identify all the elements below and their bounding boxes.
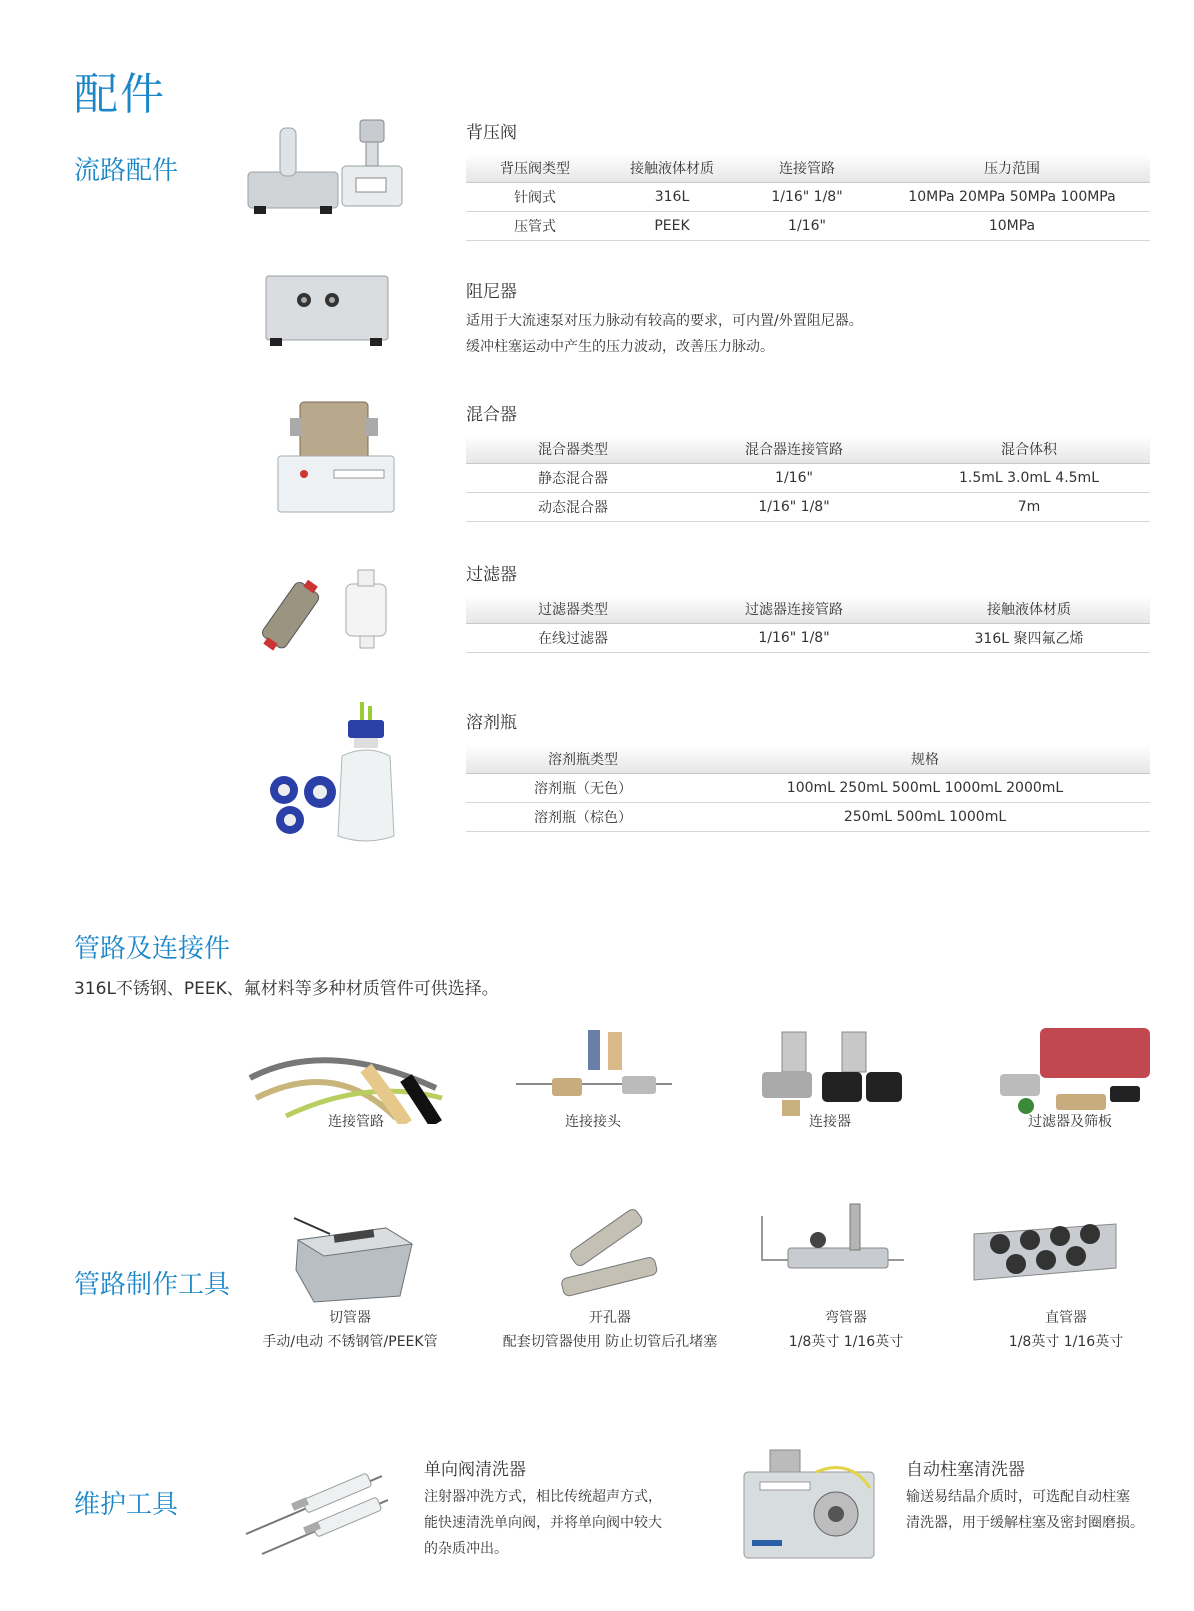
item-label-fittings: 连接接头 [565,1114,621,1130]
table-cell: 1.5mL 3.0mL 4.5mL [908,464,1150,493]
desc-line: 的杂质冲出。 [424,1541,508,1557]
table-cell: 100mL 250mL 500mL 1000mL 2000mL [700,774,1150,803]
mixer-table [466,435,1150,522]
tool-label: 切管器 [329,1310,371,1326]
item-label-tubing: 连接管路 [328,1114,384,1130]
table-row [466,803,1150,832]
table-cell: 10MPa [874,212,1150,241]
column-header: 接触液体材质 [908,595,1150,624]
desc-line: 清洗器，用于缓解柱塞及密封圈磨损。 [906,1515,1144,1531]
column-header: 压力范围 [874,154,1150,183]
back-pressure-table [466,154,1150,241]
filter-table [466,595,1150,653]
column-header: 背压阀类型 [466,154,604,183]
table-header-row [466,745,1150,774]
check-valve-washer-title: 单向阀清洗器 [424,1460,526,1480]
table-header-row [466,595,1150,624]
plunger-washer-image [740,1448,880,1564]
item-label-connectors: 连接器 [809,1114,851,1130]
pipes-description: 316L不锈钢、PEEK、氟材料等多种材质管件可供选择。 [74,979,499,999]
tube-cutter-image [290,1210,420,1306]
table-row [466,464,1150,493]
table-cell: 1/16" [740,212,874,241]
tool-label: 直管器 [1045,1310,1087,1326]
column-header: 连接管路 [740,154,874,183]
column-header: 接触液体材质 [604,154,740,183]
table-cell: 7m [908,493,1150,522]
table-row [466,183,1150,212]
column-header: 混合体积 [908,435,1150,464]
filter-title: 过滤器 [466,565,517,585]
tool-label: 开孔器 [589,1310,631,1326]
table-cell: 针阀式 [466,183,604,212]
table-cell: 10MPa 20MPa 50MPa 100MPa [874,183,1150,212]
bottle-title: 溶剂瓶 [466,713,517,733]
tool-note: 配套切管器使用 防止切管后孔堵塞 [502,1334,718,1350]
tool-note: 手动/电动 不锈钢管/PEEK管 [262,1334,438,1350]
connectors-image [752,1022,912,1122]
column-header: 过滤器类型 [466,595,680,624]
section-title-maintenance: 维护工具 [74,1490,179,1520]
tube-bender-image [758,1200,908,1300]
table-row [466,493,1150,522]
table-cell: 压管式 [466,212,604,241]
filter-frits-image [990,1022,1160,1122]
table-cell: 溶剂瓶（棕色） [466,803,700,832]
desc-line: 输送易结晶介质时，可选配自动柱塞 [906,1489,1130,1505]
section-title-flow: 流路配件 [74,156,179,186]
column-header: 溶剂瓶类型 [466,745,700,774]
page-title: 配件 [74,69,166,120]
table-cell: 316L [604,183,740,212]
table-cell: 静态混合器 [466,464,680,493]
table-cell: 1/16" 1/8" [680,624,908,653]
column-header: 混合器连接管路 [680,435,908,464]
tool-label: 弯管器 [825,1310,867,1326]
mixer-title: 混合器 [466,405,517,425]
table-row [466,212,1150,241]
check-valve-washer-image [242,1450,392,1560]
table-row [466,624,1150,653]
desc-line: 注射器冲洗方式，相比传统超声方式， [424,1489,662,1505]
damper-desc-line: 适用于大流速泵对压力脉动有较高的要求，可内置/外置阻尼器。 [466,313,863,329]
desc-line: 能快速清洗单向阀，并将单向阀中较大 [424,1515,662,1531]
table-cell: 在线过滤器 [466,624,680,653]
tool-item-cutter [250,1306,450,1354]
damper-description [466,308,863,360]
back-pressure-valve-image [244,118,414,218]
table-cell: 250mL 500mL 1000mL [700,803,1150,832]
deburring-tool-image [548,1200,668,1300]
table-cell: 1/16" 1/8" [740,183,874,212]
fittings-image [512,1022,682,1122]
table-cell: PEEK [604,212,740,241]
table-cell: 316L 聚四氟乙烯 [908,624,1150,653]
table-header-row [466,435,1150,464]
table-header-row [466,154,1150,183]
check-valve-washer-description [424,1484,662,1562]
tool-note: 1/8英寸 1/16英寸 [1008,1334,1124,1350]
plunger-washer-title: 自动柱塞清洗器 [906,1460,1025,1480]
tool-note: 1/8英寸 1/16英寸 [788,1334,904,1350]
column-header: 规格 [700,745,1150,774]
back-pressure-title: 背压阀 [466,123,517,143]
tool-item-bender [766,1306,926,1354]
filter-image [250,566,410,666]
table-cell: 1/16" 1/8" [680,493,908,522]
column-header: 混合器类型 [466,435,680,464]
tube-straightener-image [970,1214,1120,1294]
damper-image [262,272,394,352]
table-cell: 溶剂瓶（无色） [466,774,700,803]
damper-title: 阻尼器 [466,282,517,302]
bottle-table [466,745,1150,832]
tool-item-deburrer [490,1306,730,1354]
damper-desc-line: 缓冲柱塞运动中产生的压力波动，改善压力脉动。 [466,339,774,355]
section-title-pipes: 管路及连接件 [74,934,231,964]
solvent-bottle-image [262,700,422,850]
section-title-tools: 管路制作工具 [74,1270,231,1300]
mixer-image [276,396,400,518]
table-cell: 动态混合器 [466,493,680,522]
column-header: 过滤器连接管路 [680,595,908,624]
table-row [466,774,1150,803]
table-cell: 1/16" [680,464,908,493]
item-label-filter-frits: 过滤器及筛板 [1028,1114,1112,1130]
plunger-washer-description [906,1484,1144,1536]
tool-item-straightener [986,1306,1146,1354]
